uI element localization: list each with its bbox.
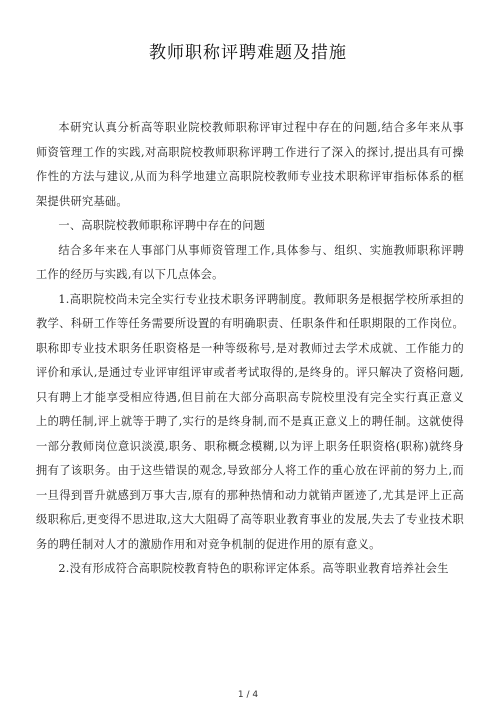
section-heading-problems: 一、高职院校教师职称评聘中存在的问题 (58, 219, 266, 232)
paragraph-point-2: 2.没有形成符合高职院校教育特色的职称评定体系。高等职业教育培养社会生 (58, 562, 449, 575)
document-body (36, 116, 464, 582)
document-title: 教师职称评聘难题及措施 (149, 43, 347, 63)
paragraph-point-1: 1.高职院校尚未完全实行专业技术职务评聘制度。教师职务是根据学校所承担的教学、科研工作等任务需要所设置的有明确职责、任职条件和任职期限的工作岗位。职称即专业技术职务任职资格是一种等级称号,是对教师过去学术成就、工作能力的评价和承认,是通过专业评审组评审或者考试取得的,是终身的。评只解决了资格问题,只有聘上才能享受相应待遇,但目前在大部分高职高专院校里没有完全实行真正意义上的聘任制,评上就等于聘了,实行的是终身制,而不是真正意义上的聘任制。这就使得一部分教师岗位意识淡漠,职务、职称概念模糊,以为评上职务任职资格(职称)就终身拥有了该职务。由于这些错误的观念,导致部分人将工作的重心放在评前的努力上,而一旦得到晋升就感到万事大吉,原有的那种热情和动力就销声匿迹了,尤其是评上正高级职称后,更变得不思进取,这大大阻碍了高等职业教育事业的发展,失去了专业技术职务的聘任制对人才的激励作用和对竞争机制的促进作用的原有意义。 (36, 292, 464, 551)
paragraph-intro: 本研究认真分析高等职业院校教师职称评审过程中存在的问题,结合多年来从事师资管理工作的实践,对高职院校教师职称评聘工作进行了深入的探讨,提出具有可操作性的方法与建议,从而为科学地建立高职院校教师专业技术职称评审指标体系的框架提供研究基础。 (36, 121, 464, 208)
paragraph-experience: 结合多年来在人事部门从事师资管理工作,具体参与、组织、实施教师职称评聘工作的经历与实践,有以下几点体会。 (36, 243, 464, 281)
page-indicator: 1 / 4 (237, 690, 259, 700)
